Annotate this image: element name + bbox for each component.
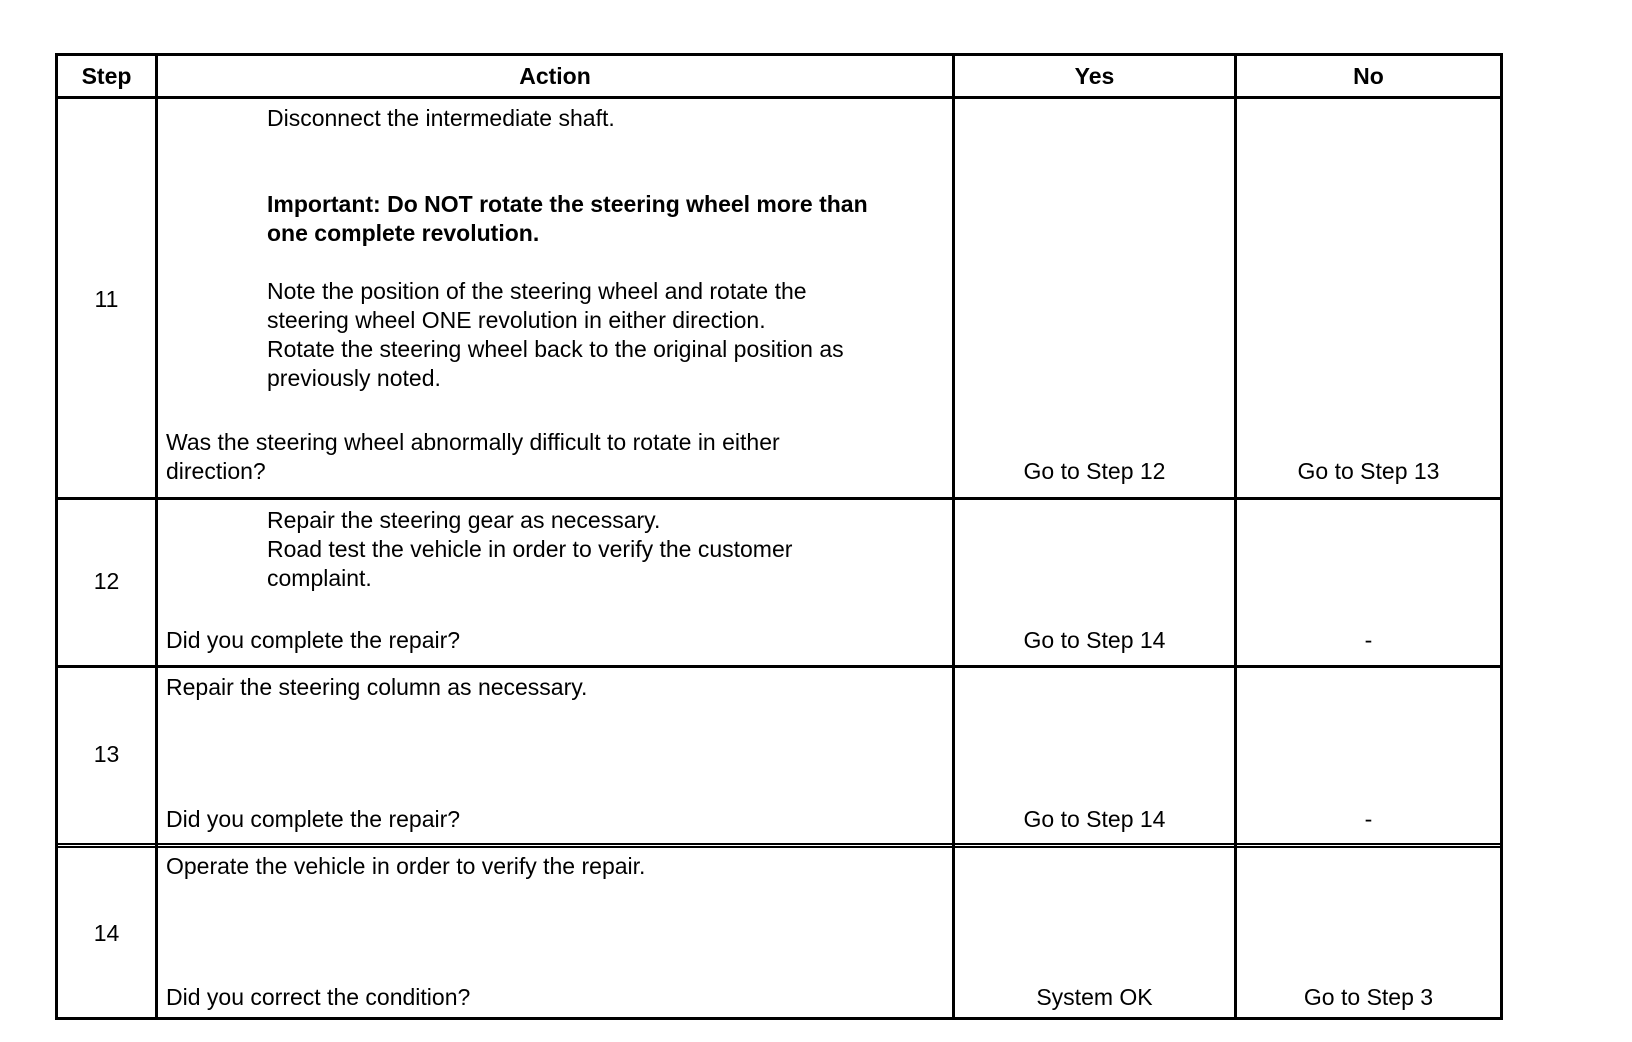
yes-result: System OK bbox=[1036, 984, 1153, 1010]
step-number: 11 bbox=[94, 286, 119, 312]
header-yes: Yes bbox=[1074, 63, 1115, 89]
action-text: Road test the vehicle in order to verify the customer bbox=[267, 536, 793, 562]
question-text: direction? bbox=[166, 458, 266, 484]
action-text: Note the position of the steering wheel and rotate the bbox=[267, 278, 807, 304]
question-text: Did you correct the condition? bbox=[166, 984, 471, 1010]
yes-result: Go to Step 14 bbox=[1023, 806, 1166, 832]
column-divider bbox=[1234, 56, 1237, 1017]
step-number: 13 bbox=[93, 741, 120, 767]
header-step: Step bbox=[81, 63, 132, 89]
no-result: Go to Step 3 bbox=[1303, 984, 1434, 1010]
action-text: previously noted. bbox=[267, 365, 441, 391]
action-text: Disconnect the intermediate shaft. bbox=[267, 105, 615, 131]
column-divider bbox=[155, 56, 158, 1017]
row-divider bbox=[58, 497, 1500, 500]
row-divider bbox=[58, 665, 1500, 668]
important-note: one complete revolution. bbox=[267, 220, 540, 246]
diagnostic-table bbox=[55, 53, 1503, 1020]
step-number: 14 bbox=[93, 920, 120, 946]
header-no: No bbox=[1353, 63, 1384, 89]
action-text: complaint. bbox=[267, 565, 372, 591]
no-result: - bbox=[1364, 806, 1373, 832]
yes-result: Go to Step 14 bbox=[1023, 627, 1166, 653]
row-divider-double bbox=[58, 843, 1500, 848]
no-result: - bbox=[1364, 627, 1373, 653]
row-divider bbox=[58, 96, 1500, 99]
column-divider bbox=[952, 56, 955, 1017]
action-text: Repair the steering column as necessary. bbox=[166, 674, 588, 700]
question-text: Did you complete the repair? bbox=[166, 627, 461, 653]
question-text: Did you complete the repair? bbox=[166, 806, 461, 832]
question-text: Was the steering wheel abnormally difficult to rotate in either bbox=[166, 429, 780, 455]
action-text: steering wheel ONE revolution in either direction. bbox=[267, 307, 766, 333]
action-text: Repair the steering gear as necessary. bbox=[267, 507, 661, 533]
header-action: Action bbox=[519, 63, 591, 89]
important-note: Important: Do NOT rotate the steering wheel more than bbox=[267, 191, 868, 217]
yes-result: Go to Step 12 bbox=[1023, 458, 1166, 484]
step-number: 12 bbox=[93, 568, 120, 594]
action-text: Operate the vehicle in order to verify the repair. bbox=[166, 853, 646, 879]
no-result: Go to Step 13 bbox=[1297, 458, 1440, 484]
action-text: Rotate the steering wheel back to the original position as bbox=[267, 336, 844, 362]
